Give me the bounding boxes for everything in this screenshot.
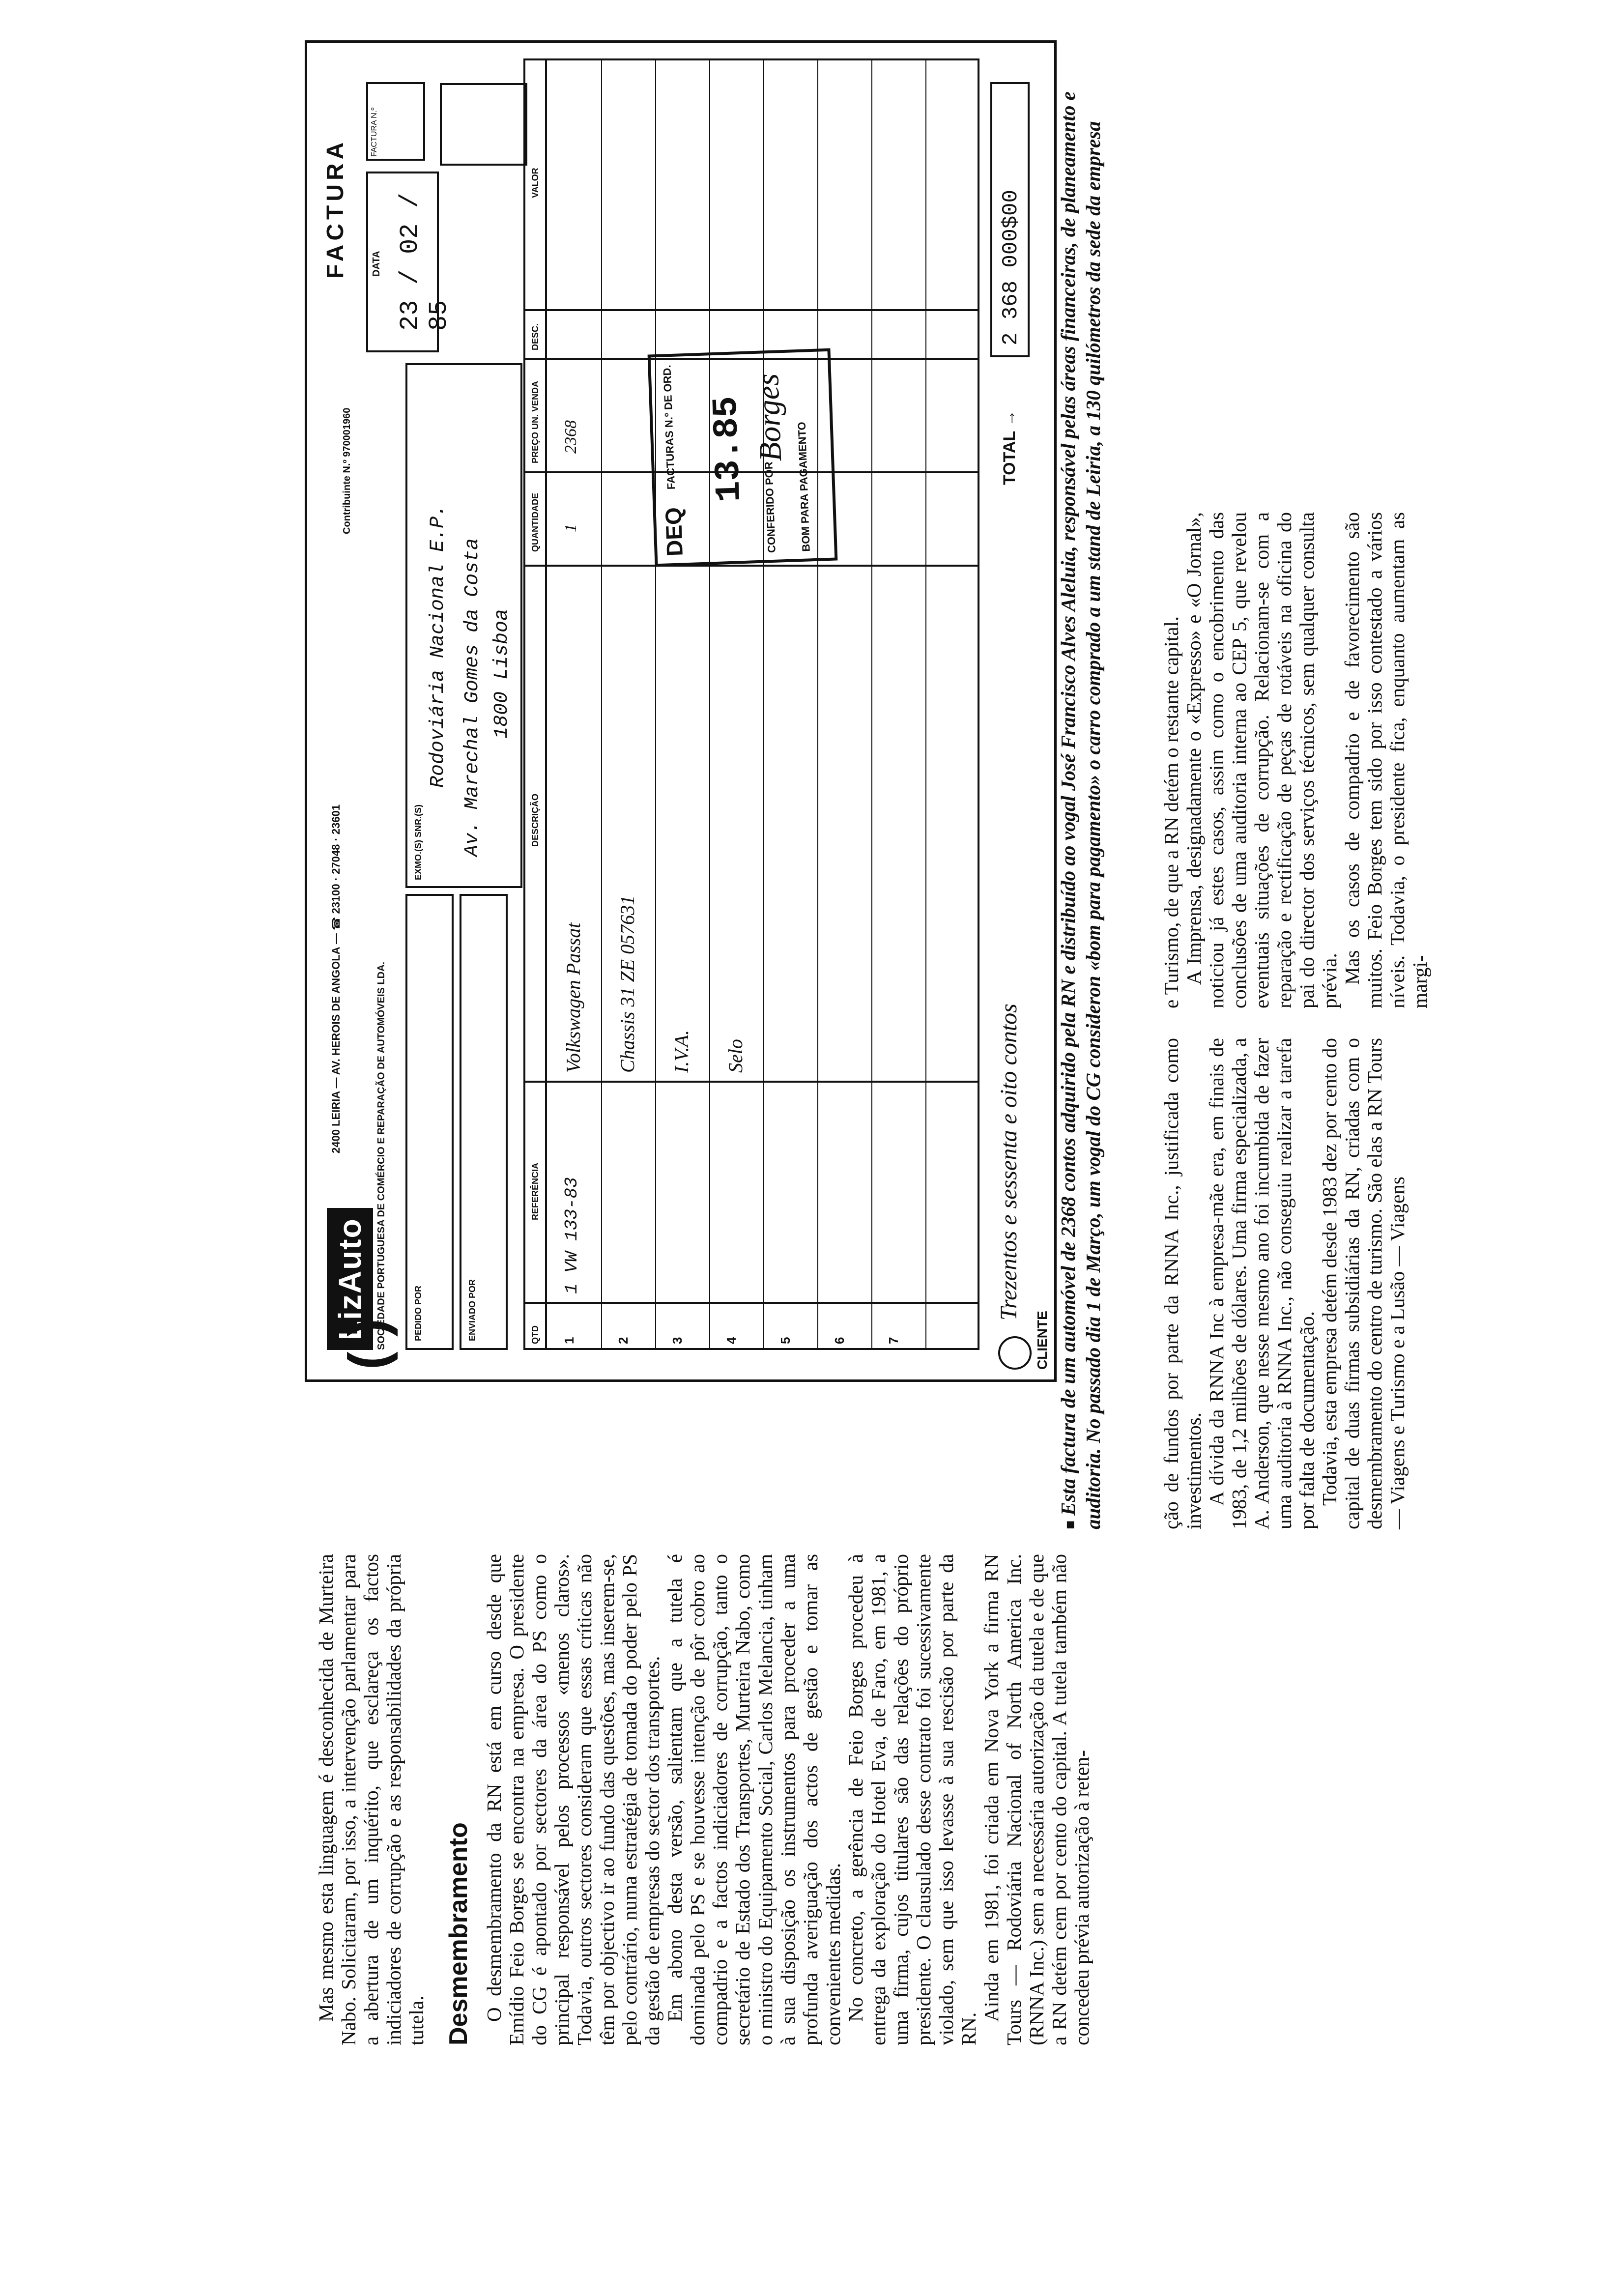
row-number: 2 (616, 1337, 631, 1344)
paragraph: A Imprensa, designadamente o «Expresso» e «O Jornal», noticiou já estes casos, assim como o encobrimento das conclusões de uma auditoria interna ao CEP 5, que revelou eventuais situações de corrupção. Relacionam-se com a reparação e rectificação de peças de rotáveis na oficina do pai do director dos serviços técnicos, sem qualquer consulta prévia. (1182, 512, 1341, 1008)
invoice-title: FACTURA (322, 138, 348, 279)
row-price: 2368 (562, 420, 580, 454)
caption-text: Esta factura de um automóvel de 2368 contos adquirido pela RN e distribuído ao vogal José Francisco Alves Aleluia, responsável pelas áreas financeiras, de planeamento e auditoria. No passado dia 1 de Março, um vogal do CG consideron «bom para pagamento» o carro comprado a um stand de Leiria, a 130 quilómetros da sede da empresa (1057, 91, 1104, 1529)
row-reference: 1 VW 133-83 (562, 1177, 582, 1294)
company-subtitle: SOCIEDADE PORTUGUESA DE COMÉRCIO E REPARAÇÃO DE AUTOMÓVEIS LDA. (376, 961, 387, 1350)
company-logo: LizAuto (327, 1208, 373, 1350)
stamp-number: 13.85 (706, 395, 750, 503)
paragraph: O desmembramento da RN está em curso desde que Emídio Feio Borges se encontra na empresa. O presidente do CG é apontado por sectores da área do PS como o principal responsável pelos processos «menos claros». Todavia, outros sectores consideram que essas críticas não têm por objectivo ir ao fundo das questões, mas inserem-se, pelo contrário, numa estratégia de tomada do poder pelo PS da gestão de empresas do sector dos transportes. (483, 1554, 663, 2045)
row-number: 7 (886, 1337, 901, 1344)
row-description: I.V.A. (670, 1030, 692, 1073)
table-row (763, 60, 764, 1348)
stamp-signature: Borges (750, 373, 788, 462)
punch-hole (998, 1336, 1032, 1370)
col-qty-header: QTD (530, 1325, 540, 1344)
row-number: 6 (832, 1337, 847, 1344)
article-column-1 (315, 1554, 1093, 2045)
col-price-header: PREÇO UN. VENDA (530, 380, 540, 463)
sent-by-box (460, 894, 508, 1350)
paragraph: Todavia, esta empresa detém desde 1983 dez por cento do capital de duas firmas subsidiárias da RN, criadas com o desmembramento do centro de turismo. São elas a RN Tours — Viagens e Turismo e a Lusão — Viagens (1318, 1038, 1409, 1529)
date-box (366, 172, 454, 352)
date-value: 23 / 02 / 85 (396, 193, 454, 331)
row-description: Selo (724, 1039, 747, 1073)
customer-label: EXMO.(S) SNR.(S) (413, 804, 423, 880)
ordered-by-box (405, 894, 454, 1350)
col-quantity-header: QUANTIDADE (530, 493, 540, 552)
invoice-image (305, 40, 1057, 1382)
paragraph: e Turismo, de que a RN detém o restante capital. (1160, 616, 1182, 1008)
row-number: 1 (562, 1337, 576, 1344)
company-address: 2400 LEIRIA — AV. HEROIS DE ANGOLA — ☎ 23100 · 27048 · 23601 (330, 804, 342, 1153)
date-label: DATA (371, 251, 382, 277)
row-number: 3 (670, 1337, 685, 1344)
stamp-dept: DEQ (660, 507, 688, 557)
row-number: 4 (724, 1337, 739, 1344)
stamp-checked: CONFERIDO POR (762, 461, 778, 553)
table-row (655, 60, 656, 1348)
col-ref-header: REFERÊNCIA (530, 1162, 540, 1220)
table-divider (525, 1081, 978, 1083)
table-divider (525, 1302, 978, 1304)
amount-in-words: Trezentos e sessenta e oito contos (996, 1004, 1022, 1320)
invoice-number-box: FACTURA N.º (366, 82, 425, 161)
col-value-header: VALOR (530, 168, 540, 198)
total-label: TOTAL → (1000, 410, 1019, 485)
paragraph: Em abono desta versão, salientam que a tutela é dominada pelo PS e se houvesse intenção de pôr cobro ao compadrio e a factos indiciadores de corrupção, tanto o secretário de Estado dos Transportes, Murteira Nabo, como o ministro do Equipamento Social, Carlos Melancia, tinham à sua disposição os instrumentos para proceder a uma profunda averiguação dos actos de gestão e tomar as convenientes medidas. (663, 1554, 844, 2045)
row-quantity: 1 (562, 524, 580, 532)
article-column-2 (1160, 1038, 1409, 1529)
paragraph: Mas os casos de compadrio e de favorecimento são muitos. Feio Borges tem sido por isso contestado a vários níveis. Todavia, o presidente fica, enquanto aumentam as margi- (1341, 512, 1431, 1008)
row-number: 5 (778, 1337, 793, 1344)
paragraph: Ainda em 1981, foi criada em Nova York a firma RN Tours — Rodoviária Nacional of North America Inc. (RNNA Inc.) sem a necessária autorização da tutela e de que a RN detém cem por cento do capital. A tutela também não concedeu prévia autorização à reten- (980, 1554, 1093, 2045)
table-row (601, 60, 602, 1348)
article-column-3 (1160, 512, 1431, 1008)
table-row (709, 60, 710, 1348)
paragraph: A dívida da RNNA Inc à empresa-mãe era, em finais de 1983, de 1,2 milhões de dólares. Uma firma especializada, a A. Anderson, que nesse mesmo ano foi incumbida de fazer uma auditoria à RNNA Inc., não conseguiu realizar a tarefa por falta de documentação. (1205, 1038, 1318, 1529)
customer-box (405, 363, 522, 888)
ordered-by-label: PEDIDO POR (413, 1285, 423, 1341)
taxpayer-number: Contribuinte N.º 970001960 (342, 407, 352, 534)
paragraph: ção de fundos por parte da RNNA Inc., justificada como investimentos. (1160, 1038, 1205, 1529)
section-heading: Desmembramento (444, 1822, 473, 2045)
table-header (525, 60, 547, 1348)
caption-bullet: ■ (1062, 1520, 1078, 1529)
customer-copy-label: CLIENTE (1035, 1311, 1050, 1370)
col-desc-header: DESCRIÇÃO (530, 793, 540, 847)
row-description: Chassis 31 ZE 057631 (616, 895, 638, 1073)
total-value: 2 368 000$00 (990, 82, 1030, 357)
customer-name: Rodoviária Nacional E.P. (427, 504, 449, 788)
table-divider (525, 309, 978, 311)
row-description: Volkswagen Passat (562, 922, 584, 1073)
table-divider (525, 565, 978, 567)
sent-by-label: ENVIADO POR (467, 1279, 477, 1341)
bracket-mark: ( ) (338, 1319, 398, 1370)
paragraph: No concreto, a gerência de Feio Borges procedeu à entrega da exploração do Hotel Eva, de Faro, em 1981, a uma firma, cujos titulares são das relações do próprio presidente. O clausulado desse contrato foi sucessivamente violado, sem que isso levasse à sua rescisão por parte da RN. (844, 1554, 980, 2045)
customer-city: 1800 Lisboa (491, 608, 513, 739)
intro-paragraph: Mas mesmo esta linguagem é desconhecida de Murteira Nabo. Solicitaram, por isso, a intervenção parlamentar para a abertura de um inquérito, que esclareça os factos indiciadores de corrupção e as responsabilidades da própria tutela. (315, 1554, 428, 2045)
col-discount-header: DESC. (530, 323, 540, 350)
stamp-subtitle: FACTURAS N.º DE ORD. (661, 365, 678, 490)
items-table (523, 58, 979, 1350)
table-row (871, 60, 872, 1348)
invoice-footer (980, 62, 1050, 1370)
check-box (440, 83, 527, 166)
table-row (925, 60, 926, 1348)
customer-address: Av. Marechal Gomes da Costa (461, 538, 484, 857)
table-row (817, 60, 818, 1348)
approval-stamp (648, 348, 838, 567)
invoice-caption (1057, 75, 1104, 1529)
stamp-approved: BOM PARA PAGAMENTO (795, 421, 812, 552)
